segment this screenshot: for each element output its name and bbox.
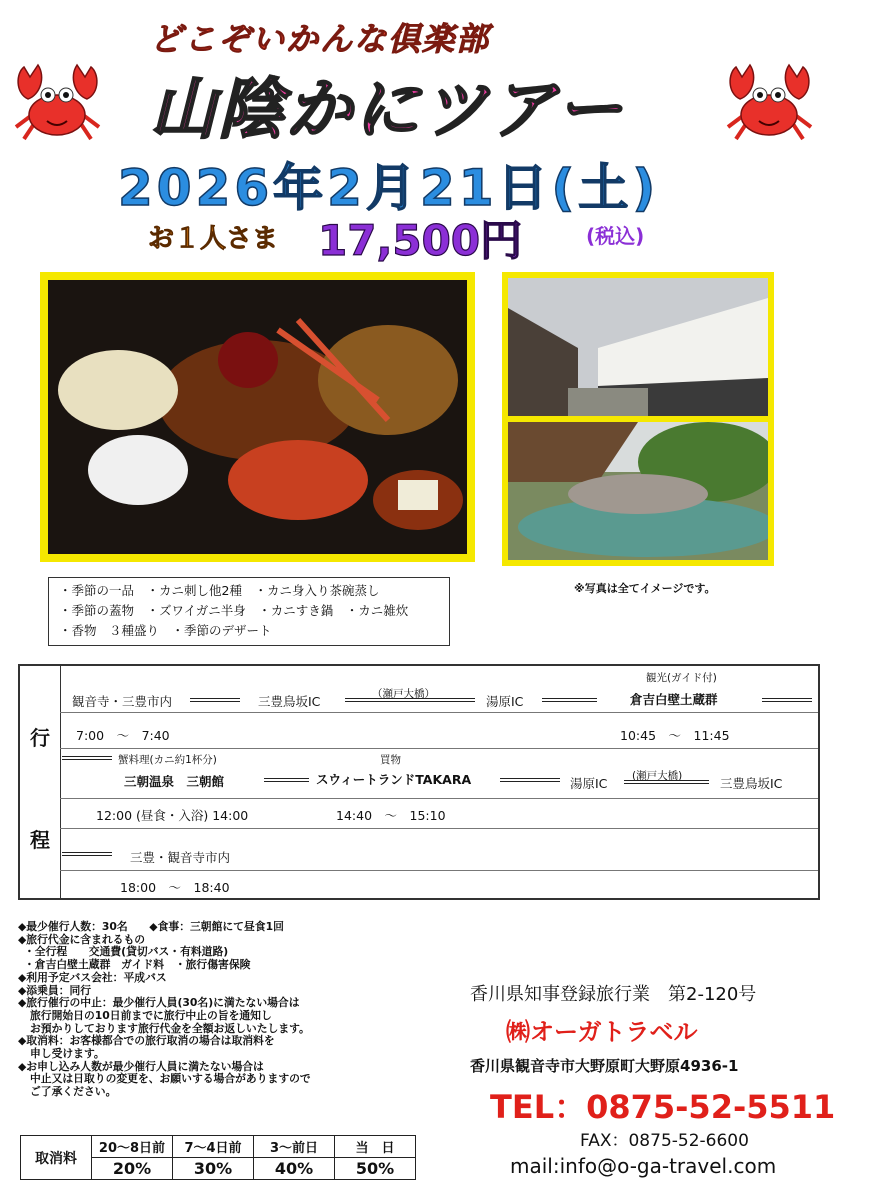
route-arrow <box>624 780 709 784</box>
route-arrow <box>62 756 112 760</box>
time-shopping: 14:40 ～ 15:10 <box>336 808 446 823</box>
shopping-spot: スウィートランドTAKARA <box>316 772 472 787</box>
route-arrow <box>62 852 112 856</box>
onsen-hotel: 三朝温泉 三朝館 <box>124 774 225 789</box>
meal-note: 蟹料理(カニ約1杯分) <box>118 754 217 766</box>
cancel-rate: 20% <box>92 1158 173 1180</box>
row-divider <box>60 870 818 871</box>
cancel-period-header: 3～前日 <box>254 1136 335 1158</box>
tour-conditions <box>18 921 438 1099</box>
tour-date: 2026年2月21日(土) <box>118 159 660 217</box>
itinerary-table <box>18 664 820 900</box>
row-divider <box>60 828 818 829</box>
route-arrow <box>190 698 240 702</box>
ic-mitoyo-return: 三豊鳥坂IC <box>720 776 783 791</box>
condition-line: ◆最少催行人数：30名 ◆食事：三朝館にて昼食1回 <box>18 920 284 933</box>
cancel-period-header: 当 日 <box>335 1136 416 1158</box>
condition-line: ・全行程 交通費(貸切バス・有料道路) <box>24 945 229 959</box>
cancel-rate: 50% <box>335 1158 416 1180</box>
route-arrow <box>345 698 475 702</box>
route-arrow <box>762 698 812 702</box>
end-location: 三豊・観音寺市内 <box>130 850 231 865</box>
route-arrow <box>500 778 560 782</box>
tax-label: (税込) <box>586 224 645 248</box>
agency-fax: FAX：0875-52-6600 <box>580 1131 749 1151</box>
tour-title: 山陰かにツアー <box>150 71 625 148</box>
condition-line: ご了承ください。 <box>30 1085 117 1099</box>
condition-line: ◆取消料：お客様都合での旅行取消の場合は取消料を <box>18 1034 275 1048</box>
meal-menu-box <box>48 577 450 646</box>
time-departure: 7:00 ～ 7:40 <box>76 728 170 743</box>
row-divider <box>60 798 818 799</box>
agency-address: 香川県観音寺市大野原町大野原4936-1 <box>470 1057 739 1075</box>
crab-left-icon <box>10 55 105 150</box>
menu-line: ・香物 ３種盛り ・季節のデザート <box>59 623 272 638</box>
route-arrow <box>264 778 309 782</box>
ic-yubara: 湯原IC <box>486 694 524 709</box>
cancellation-label: 取消料 <box>21 1136 92 1180</box>
cancellation-fee-table <box>20 1135 416 1180</box>
open-air-bath-photo <box>502 416 774 566</box>
condition-line: ◆旅行代金に含まれるもの <box>18 932 146 946</box>
tour-price: 17,500円 <box>318 216 523 265</box>
condition-line: お預かりしております旅行代金を全額お返しいたします。 <box>30 1021 310 1035</box>
agency-email[interactable]: mail:info@o-ga-travel.com <box>510 1154 777 1178</box>
ic-mitoyo-torisaka: 三豊鳥坂IC <box>258 694 321 709</box>
club-name: どこぞいかんな倶楽部 <box>150 20 491 58</box>
cancel-period-header: 20～8日前 <box>92 1136 173 1158</box>
cancel-rate: 40% <box>254 1158 335 1180</box>
ic-yubara-return: 湯原IC <box>570 776 608 791</box>
itinerary-label-bottom: 程 <box>30 828 50 852</box>
menu-line: ・季節の蓋物 ・ズワイガニ半身 ・カニすき鍋 ・カニ雑炊 <box>59 603 409 618</box>
agency-name: ㈱オーガトラベル <box>506 1018 698 1046</box>
condition-line: ◆利用予定バス会社：平成バス <box>18 970 167 984</box>
route-arrow <box>542 698 597 702</box>
time-lunch: 12:00 (昼食・入浴) 14:00 <box>96 808 249 823</box>
row-divider <box>60 712 818 713</box>
warehouse-street-photo <box>502 272 774 422</box>
sightseeing-spot: 倉吉白壁土蔵群 <box>630 692 718 707</box>
cancel-period-header: 7～4日前 <box>173 1136 254 1158</box>
per-person-label: お１人さま <box>148 224 279 254</box>
condition-line: 申し受けます。 <box>30 1047 105 1061</box>
agency-registration: 香川県知事登録旅行業 第2-120号 <box>470 984 757 1005</box>
condition-line: ◆お申し込み人数が最少催行人員に満たない場合は <box>18 1059 264 1073</box>
crab-right-icon <box>722 55 817 150</box>
crab-meal-photo <box>40 272 475 562</box>
condition-line: ・倉吉白壁土蔵群 ガイド料 ・旅行傷害保険 <box>24 958 251 972</box>
bridge-note-return: (瀬戸大橋) <box>632 770 683 782</box>
time-arrival: 18:00 ～ 18:40 <box>120 880 230 895</box>
shopping-note: 買物 <box>380 754 401 766</box>
itinerary-label-column <box>20 666 61 898</box>
bridge-note: （瀬戸大橋） <box>372 688 435 700</box>
condition-line: 中止又は日取りの変更を、お願いする場合がありますので <box>30 1072 311 1086</box>
cancel-rate: 30% <box>173 1158 254 1180</box>
condition-line: ◆添乗員：同行 <box>18 983 92 997</box>
condition-line: ◆旅行催行の中止：最少催行人員(30名)に満たない場合は <box>18 996 300 1010</box>
agency-tel[interactable]: TEL：0875-52-5511 <box>490 1088 836 1126</box>
itinerary-label-top: 行 <box>30 726 50 750</box>
row-divider <box>60 748 818 749</box>
time-sightseeing: 10:45 ～ 11:45 <box>620 728 730 743</box>
start-location: 観音寺・三豊市内 <box>72 694 173 709</box>
condition-line: 旅行開始日の10日前までに旅行中止の旨を通知し <box>30 1008 272 1022</box>
photo-note: ※写真は全てイメージです。 <box>574 582 716 595</box>
sightseeing-note: 観光(ガイド付) <box>646 672 717 684</box>
menu-line: ・季節の一品 ・カニ刺し他2種 ・カニ身入り茶碗蒸し <box>59 583 380 598</box>
